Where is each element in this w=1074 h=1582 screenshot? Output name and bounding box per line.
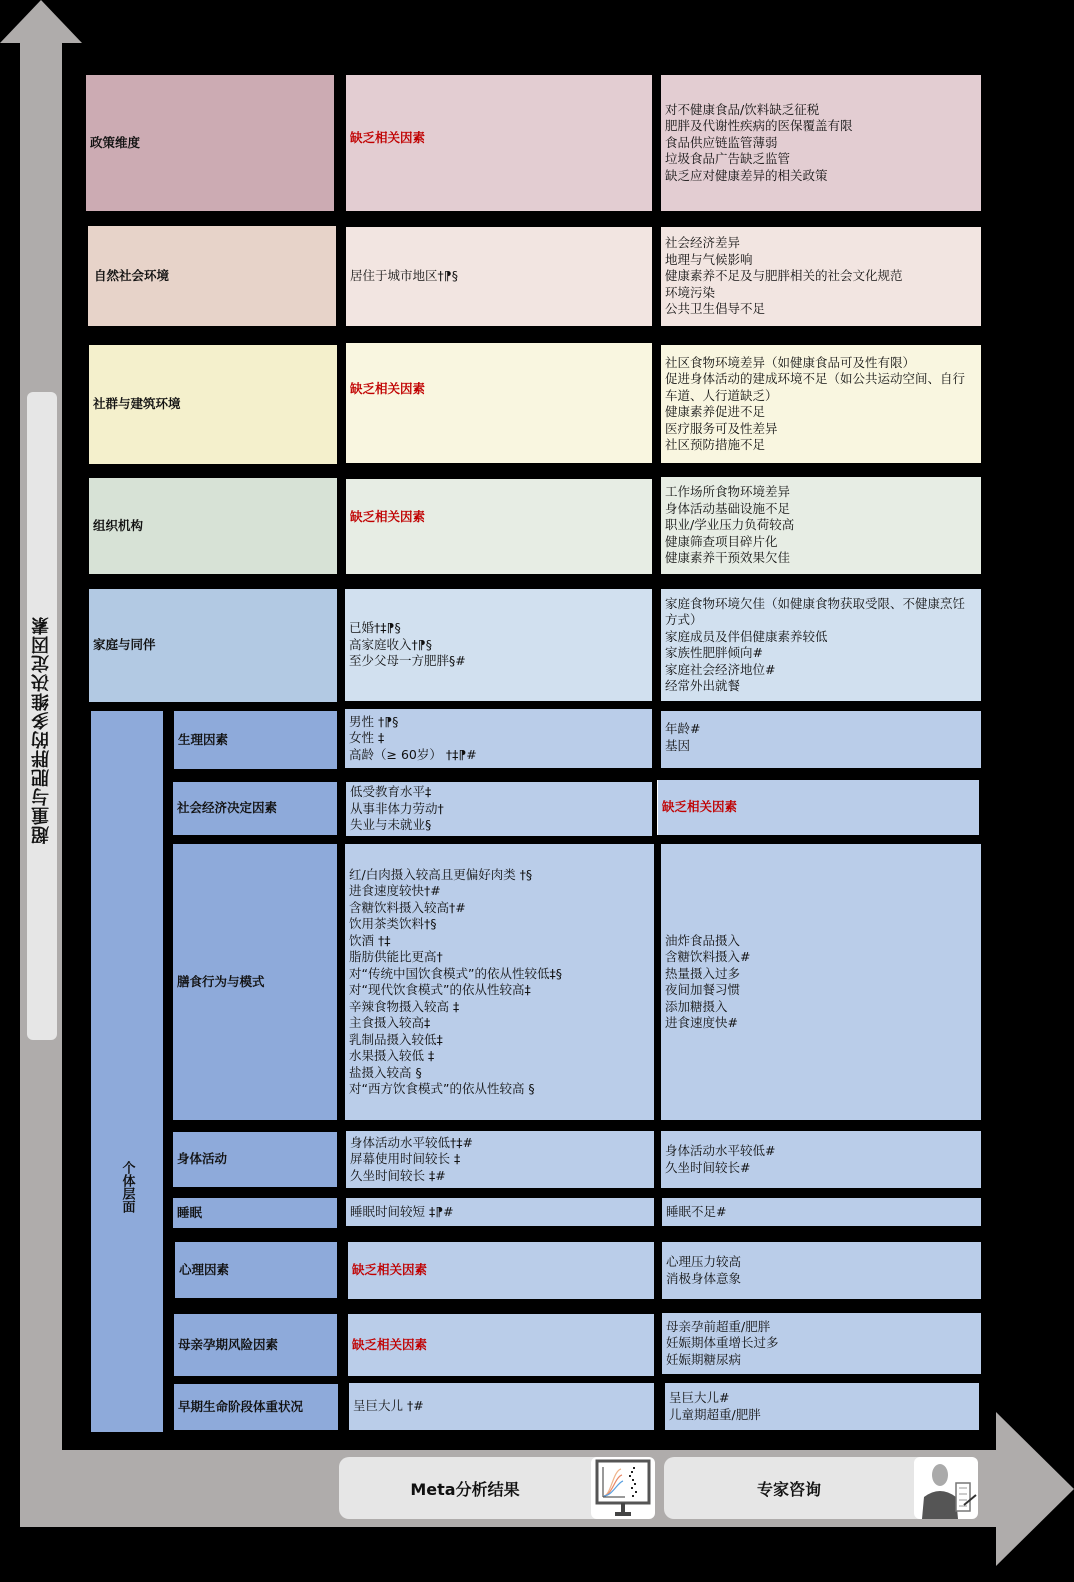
list-item: 至少父母一方肥胖§# bbox=[349, 653, 466, 669]
list-item: 儿童期超重/肥胖 bbox=[669, 1406, 761, 1422]
list-item: 地理与气候影响 bbox=[665, 251, 753, 267]
missing-factor-text: 缺乏相关因素 bbox=[350, 509, 426, 524]
missing-factor-text: 缺乏相关因素 bbox=[350, 381, 426, 396]
list-item: 身体活动水平较低# bbox=[665, 1143, 776, 1158]
expert-cell-family bbox=[661, 589, 981, 701]
expert-cell-early-life-weight bbox=[665, 1383, 979, 1430]
list-item: 居住于城市地区†⁋§ bbox=[350, 268, 458, 284]
row-label-family-peers: 家庭与同伴 bbox=[89, 589, 337, 702]
vertical-axis-arrow-head bbox=[0, 0, 82, 43]
row-label-physical-activity: 身体活动 bbox=[173, 1132, 337, 1187]
row-label-socioeconomic: 社会经济决定因素 bbox=[173, 782, 337, 835]
list-item: 水果摄入较低 ‡ bbox=[349, 1048, 435, 1063]
list-item: 医疗服务可及性差异 bbox=[665, 420, 778, 436]
missing-factor-text: 缺乏相关因素 bbox=[350, 130, 426, 145]
list-item: 饮酒 †‡ bbox=[349, 932, 391, 948]
expert-cell-diet bbox=[661, 844, 981, 1120]
meta-cell-policy bbox=[346, 75, 652, 211]
list-item: 已婚†‡⁋§ bbox=[349, 620, 401, 636]
list-item: 男性 †⁋§ bbox=[349, 713, 399, 729]
list-item: 妊娠期体重增长过多 bbox=[666, 1335, 779, 1351]
row-label-physiological: 生理因素 bbox=[174, 711, 337, 769]
individual-level-label: 个体层面 bbox=[119, 1160, 135, 1213]
meta-cell-psychological bbox=[348, 1242, 654, 1299]
list-item: 工作场所食物环境差异 bbox=[665, 484, 791, 500]
meta-cell-community bbox=[346, 343, 652, 463]
list-item: 家族性肥胖倾向# bbox=[665, 645, 763, 660]
list-item: 社区食物环境差异（如健康食品可及性有限） bbox=[665, 354, 916, 370]
expert-cell-physical-activity bbox=[661, 1131, 981, 1188]
row-label-policy: 政策维度 bbox=[86, 75, 334, 211]
individual-level-bar bbox=[91, 711, 163, 1432]
list-item: 红/白肉摄入较高且更偏好肉类 †§ bbox=[349, 866, 533, 882]
expert-cell-socioeconomic bbox=[657, 780, 979, 835]
list-item: 身体活动基础设施不足 bbox=[665, 500, 791, 516]
list-item: 对“传统中国饮食模式”的依从性较低‡§ bbox=[349, 965, 562, 981]
missing-factor-text: 缺乏相关因素 bbox=[662, 799, 738, 815]
list-item: 促进身体活动的建成环境不足（如公共运动空间、自行车道、人行道缺乏） bbox=[665, 371, 966, 403]
list-item: 垃圾食品广告缺乏监管 bbox=[665, 151, 791, 167]
list-item: 乳制品摄入较低‡ bbox=[349, 1031, 443, 1047]
meta-cell-socioeconomic bbox=[346, 782, 652, 836]
list-item: 脂肪供能比更高† bbox=[349, 949, 443, 964]
row-label-natural-social: 自然社会环境 bbox=[88, 226, 336, 326]
list-item: 油炸食品摄入 bbox=[665, 932, 741, 948]
list-item: 消极身体意象 bbox=[666, 1270, 742, 1286]
chart-presentation-icon bbox=[591, 1457, 655, 1519]
horizontal-axis-arrow-head bbox=[996, 1412, 1074, 1566]
expert-cell-sleep bbox=[662, 1198, 981, 1226]
list-item: 家庭食物环境欠佳（如健康食物获取受限、不健康烹饪方式） bbox=[665, 595, 966, 627]
list-item: 从事非体力劳动† bbox=[350, 800, 444, 816]
list-item: 肥胖及代谢性疾病的医保覆盖有限 bbox=[665, 118, 853, 134]
list-item: 食品供应链监管薄弱 bbox=[665, 134, 778, 150]
list-item: 年龄# bbox=[665, 721, 701, 736]
vertical-axis-label: 超重与肥胖的多维决定因素 bbox=[31, 616, 52, 844]
list-item: 对“西方饮食模式”的依从性较高 § bbox=[349, 1081, 535, 1096]
list-item: 社区预防措施不足 bbox=[665, 437, 766, 452]
list-item: 睡眠时间较短 ‡⁋# bbox=[350, 1203, 454, 1219]
list-item: 母亲孕前超重/肥胖 bbox=[666, 1318, 771, 1334]
meta-cell-organization bbox=[346, 479, 652, 574]
list-item: 辛辣食物摄入较高 ‡ bbox=[349, 998, 460, 1014]
expert-cell-maternal-pregnancy bbox=[662, 1313, 981, 1374]
expert-cell-organization bbox=[661, 477, 981, 574]
row-label-psychological: 心理因素 bbox=[175, 1242, 337, 1298]
expert-consultation-label-text: 专家咨询 bbox=[756, 1479, 821, 1499]
list-item: 健康素养不足及与肥胖相关的社会文化规范 bbox=[665, 268, 903, 284]
list-item: 高龄（≥ 60岁） †‡⁋# bbox=[349, 746, 477, 762]
meta-cell-natural-social bbox=[346, 227, 652, 326]
list-item: 主食摄入较高‡ bbox=[349, 1015, 431, 1030]
list-item: 呈巨大儿# bbox=[669, 1390, 730, 1405]
list-item: 对“现代饮食模式”的依从性较高‡ bbox=[349, 982, 531, 997]
meta-cell-family bbox=[345, 589, 652, 701]
list-item: 盐摄入较高 § bbox=[349, 1064, 422, 1080]
list-item: 身体活动水平较低†‡# bbox=[350, 1134, 473, 1150]
list-item: 健康素养干预效果欠佳 bbox=[665, 550, 791, 566]
list-item: 女性 ‡ bbox=[349, 730, 385, 746]
list-item: 缺乏应对健康差异的相关政策 bbox=[665, 167, 828, 183]
list-item: 基因 bbox=[665, 737, 691, 753]
meta-cell-physical-activity bbox=[346, 1131, 654, 1188]
list-item: 久坐时间较长# bbox=[665, 1159, 751, 1175]
meta-cell-maternal-pregnancy bbox=[348, 1314, 654, 1376]
meta-cell-sleep bbox=[346, 1198, 654, 1226]
list-item: 环境污染 bbox=[665, 284, 716, 300]
list-item: 屏幕使用时间较长 ‡ bbox=[350, 1151, 461, 1167]
list-item: 添加糖摄入 bbox=[665, 998, 728, 1014]
list-item: 进食速度较快†# bbox=[349, 883, 441, 898]
list-item: 进食速度快# bbox=[665, 1015, 738, 1030]
meta-analysis-results-label bbox=[339, 1457, 655, 1519]
row-label-organization: 组织机构 bbox=[89, 478, 337, 574]
meta-cell-physiological bbox=[345, 709, 652, 768]
row-label-early-life-weight: 早期生命阶段体重状况 bbox=[174, 1384, 338, 1430]
list-item: 含糖饮料摄入较高†# bbox=[349, 899, 466, 915]
list-item: 低受教育水平‡ bbox=[350, 784, 432, 800]
expert-cell-psychological bbox=[662, 1242, 981, 1299]
list-item: 心理压力较高 bbox=[666, 1254, 742, 1269]
list-item: 健康筛查项目碎片化 bbox=[665, 533, 778, 549]
list-item: 久坐时间较长 ‡# bbox=[350, 1167, 446, 1183]
list-item: 高家庭收入†⁋§ bbox=[349, 636, 432, 652]
meta-cell-diet bbox=[345, 844, 654, 1120]
row-label-community-built-environment: 社群与建筑环境 bbox=[89, 345, 337, 464]
list-item: 职业/学业压力负荷较高 bbox=[665, 517, 795, 533]
missing-factor-text: 缺乏相关因素 bbox=[352, 1336, 428, 1352]
list-item: 呈巨大儿 †# bbox=[353, 1398, 424, 1414]
list-item: 经常外出就餐 bbox=[665, 678, 741, 693]
list-item: 家庭社会经济地位# bbox=[665, 661, 776, 677]
missing-factor-text: 缺乏相关因素 bbox=[352, 1262, 428, 1278]
list-item: 饮用茶类饮料†§ bbox=[349, 916, 437, 931]
meta-cell-early-life-weight bbox=[349, 1383, 654, 1430]
list-item: 热量摄入过多 bbox=[665, 965, 741, 981]
list-item: 社会经济差异 bbox=[665, 235, 741, 251]
vertical-axis-label-box bbox=[27, 392, 57, 1040]
list-item: 公共卫生倡导不足 bbox=[665, 301, 766, 317]
row-label-sleep: 睡眠 bbox=[173, 1198, 337, 1228]
expert-person-icon bbox=[914, 1457, 978, 1519]
expert-cell-community bbox=[661, 345, 981, 463]
list-item: 对不健康食品/饮料缺乏征税 bbox=[665, 101, 820, 117]
list-item: 健康素养促进不足 bbox=[665, 404, 766, 419]
list-item: 含糖饮料摄入# bbox=[665, 949, 751, 964]
expert-cell-policy bbox=[661, 75, 981, 211]
list-item: 家庭成员及伴侣健康素养较低 bbox=[665, 628, 828, 644]
row-label-diet: 膳食行为与模式 bbox=[173, 844, 337, 1120]
list-item: 失业与未就业§ bbox=[350, 817, 432, 833]
expert-cell-natural-social bbox=[661, 227, 981, 326]
list-item: 睡眠不足# bbox=[666, 1203, 727, 1219]
meta-analysis-label-text: Meta分析结果 bbox=[410, 1479, 520, 1499]
list-item: 妊娠期糖尿病 bbox=[666, 1351, 742, 1367]
expert-consultation-label bbox=[664, 1457, 978, 1519]
row-label-maternal-pregnancy: 母亲孕期风险因素 bbox=[174, 1314, 337, 1376]
list-item: 夜间加餐习惯 bbox=[665, 982, 741, 997]
expert-cell-physiological bbox=[661, 711, 981, 768]
